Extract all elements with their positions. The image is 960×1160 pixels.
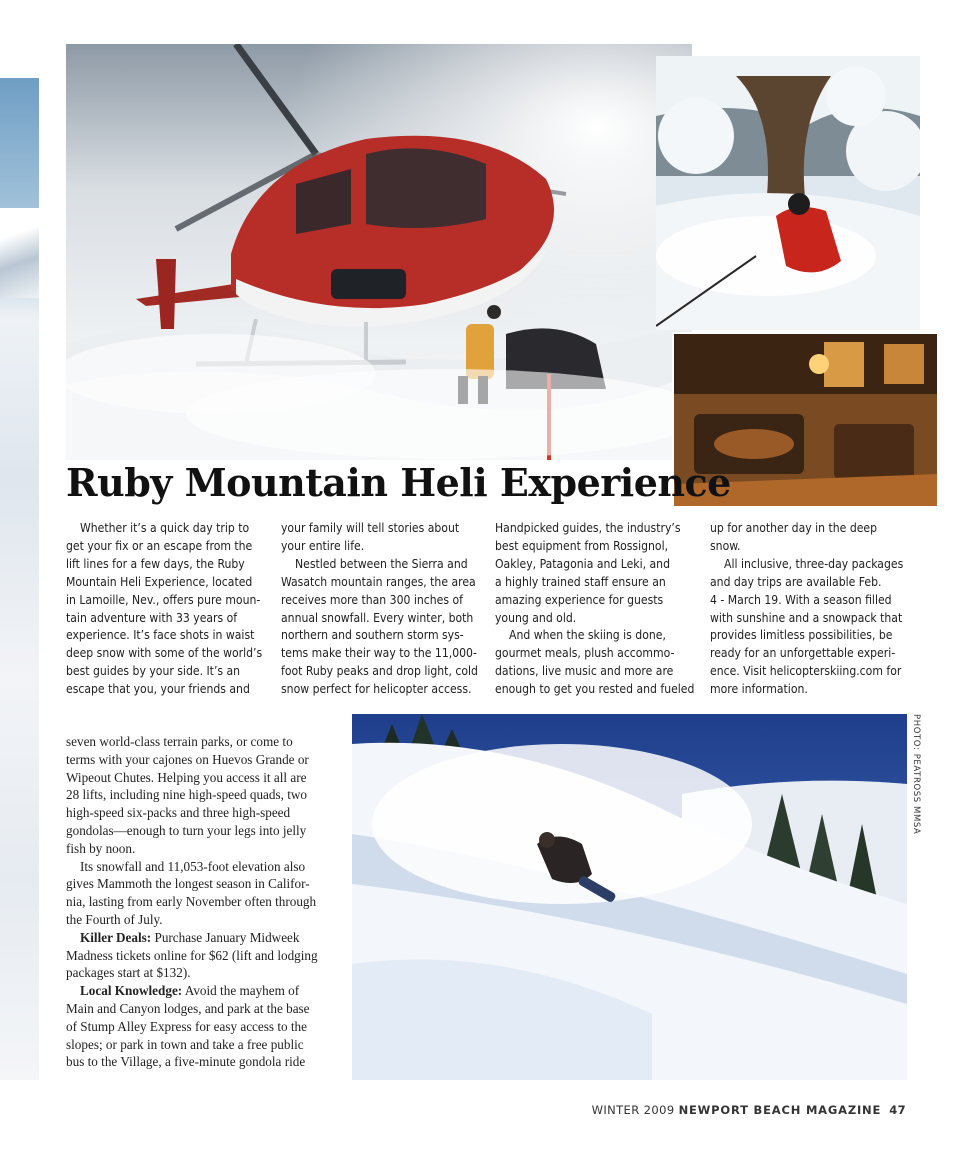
text-line: Whether it’s a quick day trip to: [80, 521, 250, 535]
text-line: in Lamoille, Nev., offers pure moun-: [66, 592, 261, 607]
text-line: 28 lifts, including nine high-speed quads, two: [66, 787, 308, 803]
text-line: escape that you, your friends and: [66, 682, 250, 697]
text-line: best equipment from Rossignol,: [495, 538, 669, 553]
mammoth-article-text: [66, 733, 346, 1071]
text-line: annual snowfall. Every winter, both: [281, 610, 474, 625]
text-line: tems make their way to the 11,000-: [281, 646, 477, 661]
text-line: provides limitless possibilities, be: [710, 628, 893, 643]
text-line: get your fix or an escape from the: [66, 538, 253, 553]
text-line: 4 - March 19. With a season filled: [710, 592, 892, 607]
text-line: bus to the Village, a five-minute gondola ride: [66, 1054, 306, 1070]
text-line: up for another day in the deep: [710, 521, 878, 535]
text-line: a highly trained staff ensure an: [495, 574, 666, 589]
text-line: and day trips are available Feb.: [710, 574, 882, 589]
text-line: your family will tell stories about: [281, 521, 460, 535]
text-line: with sunshine and a snowpack that: [710, 610, 903, 625]
text-line: the Fourth of July.: [66, 911, 163, 927]
text-line: packages start at $132).: [66, 965, 191, 981]
text-line: tain adventure with 33 years of: [66, 610, 238, 625]
local-knowledge-label: Local Knowledge:: [80, 983, 183, 999]
local-knowledge-line: [66, 982, 346, 1000]
text-line: gives Mammoth the longest season in Califor-: [66, 876, 310, 892]
text-line: And when the skiing is done,: [509, 628, 666, 643]
local-knowledge-text: Avoid the mayhem of: [182, 983, 300, 999]
text-line: lift lines for a few days, the Ruby: [66, 556, 245, 571]
text-line: ence. Visit helicopterskiing.com for: [710, 664, 902, 679]
text-line: Mountain Heli Experience, located: [66, 574, 253, 589]
text-line: Wipeout Chutes. Helping you access it all are: [66, 769, 307, 785]
text-line: Oakley, Patagonia and Leki, and: [495, 556, 670, 571]
text-line: Its snowfall and 11,053-foot elevation also: [80, 858, 306, 874]
text-line: amazing experience for guests: [495, 592, 664, 607]
text-line: Main and Canyon lodges, and park at the base: [66, 1000, 310, 1016]
article-column-2: [281, 520, 486, 699]
text-line: more information.: [710, 682, 808, 697]
helicopter-photo: [66, 44, 692, 460]
page-number: 47: [889, 1103, 906, 1117]
snowboarder-photo: [352, 714, 907, 1080]
text-line: foot Ruby peaks and drop light, cold: [281, 664, 478, 679]
text-line: of Stump Alley Express for easy access to the: [66, 1018, 307, 1034]
text-line: snow perfect for helicopter access.: [281, 682, 472, 697]
text-line: deep snow with some of the world’s: [66, 646, 263, 661]
text-line: ready for an unforgettable experi-: [710, 646, 896, 661]
text-line: gourmet meals, plush accommo-: [495, 646, 675, 661]
page-footer: [592, 1103, 906, 1117]
text-line: seven world-class terrain parks, or come to: [66, 734, 293, 749]
article-headline: Ruby Mountain Heli Experience: [66, 460, 731, 505]
text-line: dations, live music and more are: [495, 664, 674, 679]
photo-credit: [903, 714, 925, 835]
text-line: your entire life.: [281, 538, 365, 553]
killer-deals-text: Purchase January Midweek: [151, 929, 300, 945]
text-line: experience. It’s face shots in waist: [66, 628, 255, 643]
text-line: Nestled between the Sierra and: [295, 556, 468, 571]
text-line: enough to get you rested and fueled: [495, 682, 695, 697]
text-line: snow.: [710, 538, 741, 553]
powder-skier-photo: [656, 56, 920, 330]
text-line: northern and southern storm sys-: [281, 628, 464, 643]
text-line: young and old.: [495, 610, 577, 625]
killer-deals-label: Killer Deals:: [80, 929, 152, 945]
text-line: All inclusive, three-day packages: [724, 556, 904, 571]
article-column-3: [495, 520, 700, 699]
footer-magazine-name: NEWPORT BEACH MAGAZINE: [678, 1103, 882, 1117]
article-column-1: [66, 520, 271, 699]
text-line: best guides by your side. It’s an: [66, 664, 241, 679]
text-line: gondolas—enough to turn your legs into jelly: [66, 822, 307, 838]
killer-deals-line: [66, 929, 346, 947]
text-line: fish by noon.: [66, 840, 136, 856]
footer-season: WINTER 2009: [591, 1103, 675, 1117]
photo-credit-text: PHOTO: PEATROSS MMSA: [911, 714, 921, 835]
text-line: Handpicked guides, the industry’s: [495, 521, 681, 535]
text-line: terms with your cajones on Huevos Grande or: [66, 751, 309, 767]
text-line: receives more than 300 inches of: [281, 592, 463, 607]
text-line: high-speed six-packs and three high-speed: [66, 805, 291, 821]
article-column-4: [710, 520, 915, 699]
text-line: nia, lasting from early November often through: [66, 894, 317, 910]
text-line: Wasatch mountain ranges, the area: [281, 574, 476, 589]
text-line: Madness tickets online for $62 (lift and lodging: [66, 947, 318, 963]
text-line: slopes; or park in town and take a free public: [66, 1036, 304, 1052]
adjacent-page-photo-strip: [0, 78, 39, 1080]
